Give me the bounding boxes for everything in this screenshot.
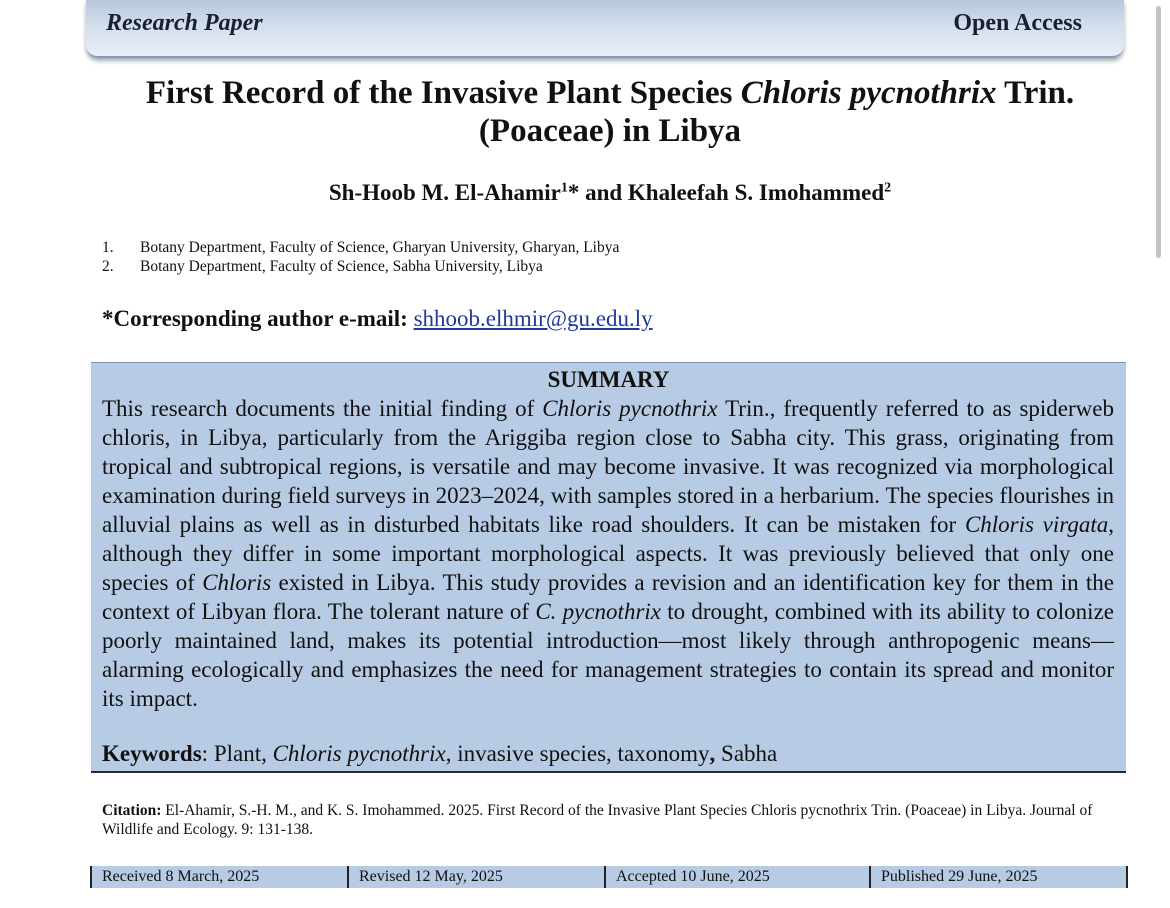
author-2-affil: 2: [884, 180, 892, 196]
author-email-link[interactable]: shhoob.elhmir@gu.edu.ly: [413, 306, 653, 331]
summary-heading: SUMMARY: [547, 367, 670, 392]
author-2: Khaleefah S. Imohammed: [627, 180, 885, 205]
corresponding-mark: *: [567, 180, 580, 205]
title-line-1: First Record of the Invasive Plant Species Chloris pycnothrix Trin.: [145, 75, 1075, 111]
affiliation-1: 1. Botany Department, Faculty of Science, Gharyan University, Gharyan, Libya: [102, 239, 620, 256]
author-1-affil: 1: [560, 180, 568, 196]
date-revised: Revised 12 May, 2025: [347, 866, 503, 888]
summary-box: [91, 362, 1126, 773]
citation-label: Citation:: [102, 802, 162, 819]
open-access-label: Open Access: [953, 10, 1082, 36]
scrollbar-thumb[interactable]: [1156, 6, 1161, 258]
date-published: Published 29 June, 2025: [869, 866, 1037, 888]
author-1: Sh-Hoob M. El-Ahamir: [328, 180, 561, 205]
section-label: Research Paper: [106, 10, 263, 36]
citation-text: El-Ahamir, S.-H. M., and K. S. Imohammed. 2025. First Record of the Invasive Plant Species Chloris pycnothrix Trin. (Poaceae) in Libya. Journal of Wildlife and Ecology. 9: 131-138.: [102, 802, 1093, 838]
affiliation-2: 2. Botany Department, Faculty of Science, Sabha University, Libya: [102, 258, 543, 275]
summary-text: This research documents the initial finding of Chloris pycnothrix Trin., frequently referred to as spiderweb chloris, in Libya, particularly from the Ariggiba region close to Sabha city. This grass, originating from tropical and subtropical regions, is versatile and may become invasive. It was recognized via morphological examination during field surveys in 2023–2024, with samples stored in a herbarium. The species flourishes in alluvial plains as well as in disturbed habitats like road shoulders. It can be mistaken for Chloris virgata, although they differ in some important morphological aspects. It was previously believed that only one species of Chloris existed in Libya. This study provides a revision and an identification key for them in the context of Libyan flora. The tolerant nature of C. pycnothrix to drought, combined with its ability to colonize poorly maintained land, makes its potential introduction—most likely through anthropogenic means—alarming ecologically and emphasizes the need for management strategies to contain its spread and monitor its impact.: [102, 396, 1114, 711]
header-banner: [86, 0, 1124, 58]
citation: [102, 801, 1122, 839]
keywords-label: Keywords: [102, 741, 202, 766]
corresponding-label: *Corresponding author e-mail:: [102, 306, 408, 331]
date-accepted: Accepted 10 June, 2025: [604, 866, 770, 888]
paper-title: [80, 74, 1140, 150]
author-list: Sh-Hoob M. El-Ahamir$^1$* and Khaleefah S. Imohammed$^2$: [328, 180, 892, 205]
title-species: Chloris pycnothrix: [740, 75, 997, 111]
date-received: Received 8 March, 2025: [90, 866, 259, 888]
dates-bar: [90, 866, 1128, 888]
dates-bar-end: [1126, 866, 1128, 888]
keywords: Keywords: Plant, Chloris pycnothrix, invasive species, taxonomy, Sabha: [102, 741, 778, 766]
title-line-2: (Poaceae) in Libya: [478, 113, 742, 149]
corresponding-author: [102, 306, 653, 332]
